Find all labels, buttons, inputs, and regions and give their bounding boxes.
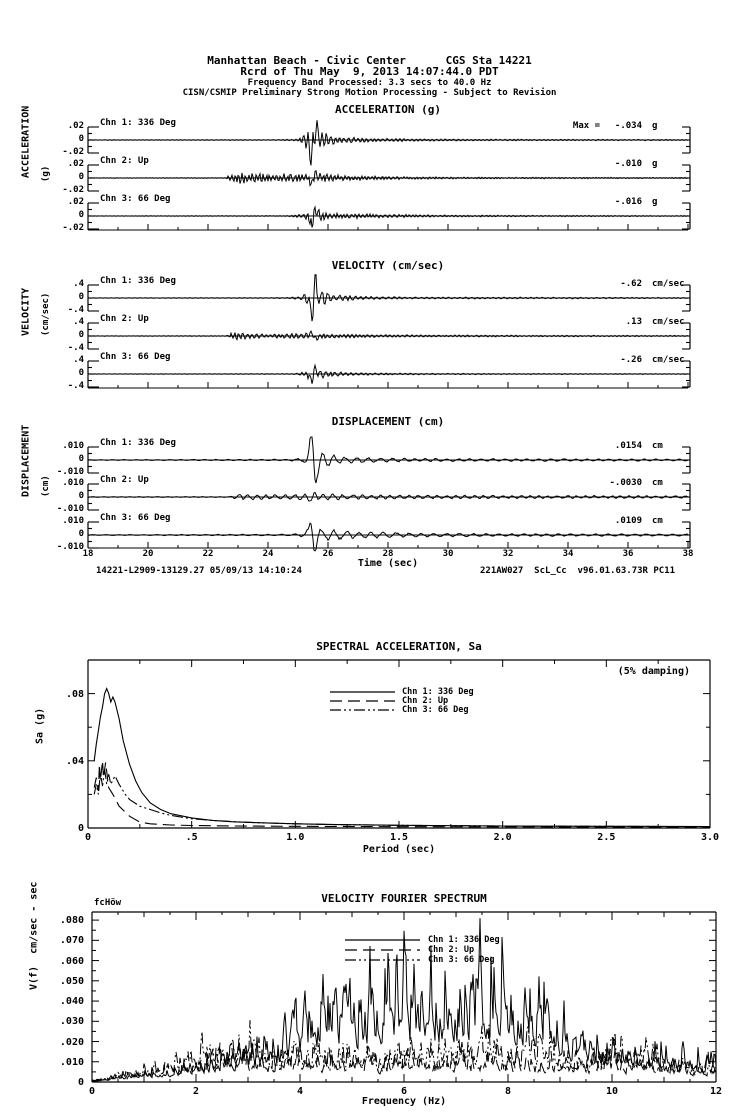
y-scale-label: -.02	[62, 147, 84, 157]
y-tick-label: .070	[59, 935, 84, 947]
damping-note: (5% damping)	[617, 666, 690, 677]
channel-label: Chn 1: 336 Deg	[100, 118, 176, 128]
x-tick-label: 2.0	[493, 832, 512, 843]
y-scale-label: 0	[78, 330, 84, 340]
velocity-section-title: VELOCITY (cm/sec)	[331, 259, 445, 272]
seismic-trace	[88, 171, 688, 186]
max-value: -.034	[614, 121, 642, 131]
fourier-x-axis-label: Frequency (Hz)	[361, 1096, 447, 1107]
max-unit: cm/sec	[652, 279, 685, 289]
x-tick-label: 3.0	[700, 832, 720, 843]
x-tick-label: 0	[88, 1086, 96, 1097]
x-tick-label: 1.5	[389, 832, 409, 843]
x-tick-label: 10	[605, 1086, 619, 1097]
y-tick-label: .080	[59, 915, 84, 927]
max-unit: g	[652, 197, 658, 207]
x-tick-label: 8	[504, 1086, 512, 1097]
y-scale-label: .4	[73, 317, 84, 327]
channel-label: Chn 3: 66 Deg	[100, 513, 171, 523]
channel-label: Chn 2: Up	[100, 475, 149, 485]
y-scale-label: 0	[78, 529, 84, 539]
cisn-strong-motion-report: Manhattan Beach - Civic Center CGS Sta 14221 Rcrd of Thu May 9, 2013 14:07:44.0 PDT Frequency Band Processed: 3.3 secs to 40.0 Hz CISN/CSMIP Preliminary Strong Motion Processing - Subject to Revision ACCELERATION (g) VELOCITY (cm/sec) DISPLACEMENT (cm) ACCELERATION (g) VELOCITY (cm/sec) DISPLACEMENT (cm) Time (sec) 14221-L2909-13129.27 05/09/13 14:10:24 221AW027 ScL_Cc v96.01.63.73R PC11 SPECTRAL ACCELERATION, Sa (5% damping) Sa (g) Period (sec) VELOCITY FOURIER SPECTRUM fcHöw V(f) cm/sec - sec Frequency (Hz) .02 0 -.02 Chn 1: 336 Deg Max = -.034 g .02 0 -.02 Chn 2: Up -.010 g .02 0 -.02 Chn 3: 66 Deg -.016 g .4 0 -.4 Chn 1: 336 Deg -.62 cm/sec .4 0 -.4 Chn 2: Up .13 cm/sec .4 0 -.4 Chn 3: 66 Deg -.26 cm/sec .010 0 -.010 Chn 1: 336 Deg .0154 cm .010 0 -.010 Chn 2: Up -.0030 cm .010 0 -.010 Chn 3: 66 Deg .0109 cm 18 20 22 24 26 28 30 32 34 36 38 0 .04 .08 0 .5 1.0 1.5 2.0 2.5 3.0 Chn 1: 336 Deg Chn 2: Up Chn 3: 66 Deg 0 .010 .020 .030 .040 .050 .060 .070 .080 0 2 4 6 8 10 12 Chn 1: 336 Deg Chn 2: Up Chn 3: 66 Deg	[0, 0, 739, 1115]
y-tick-label: .030	[59, 1016, 84, 1028]
max-unit: g	[652, 121, 658, 131]
y-tick-label: 0	[77, 823, 84, 834]
legend-label: Chn 2: Up	[402, 696, 449, 706]
frequency-band-note: Frequency Band Processed: 3.3 secs to 40.0 Hz	[247, 78, 492, 88]
y-scale-label: -.010	[56, 467, 84, 477]
y-scale-label: .02	[67, 121, 84, 131]
legend-label: Chn 2: Up	[428, 945, 475, 955]
y-tick-label: .04	[65, 755, 84, 767]
y-tick-label: .08	[65, 688, 84, 700]
fourier-chart-title: VELOCITY FOURIER SPECTRUM	[321, 892, 487, 905]
x-tick-label: 22	[202, 549, 214, 559]
x-tick-label: 36	[622, 549, 634, 559]
processing-id-footer: 221AW027 ScL_Cc v96.01.63.73R PC11	[480, 566, 676, 576]
y-scale-label: -.4	[67, 343, 84, 353]
y-scale-label: .010	[62, 516, 84, 526]
acceleration-section-title: ACCELERATION (g)	[335, 103, 441, 116]
x-tick-label: 18	[82, 549, 94, 559]
x-tick-label: 1.0	[286, 832, 305, 843]
channel-label: Chn 1: 336 Deg	[100, 438, 176, 448]
y-scale-label: -.02	[62, 223, 84, 233]
y-tick-label: .040	[59, 996, 84, 1008]
max-value: .13	[625, 317, 642, 327]
x-tick-label: 28	[382, 549, 394, 559]
max-unit: cm	[652, 441, 663, 451]
processing-disclaimer: CISN/CSMIP Preliminary Strong Motion Processing - Subject to Revision	[182, 88, 557, 98]
max-value: -.0030	[609, 478, 642, 488]
y-scale-label: .010	[62, 441, 84, 451]
y-tick-label: .060	[59, 955, 84, 967]
y-scale-label: .02	[67, 159, 84, 169]
max-unit: g	[652, 159, 658, 169]
max-value: -.016	[614, 197, 642, 207]
y-scale-label: 0	[78, 134, 84, 144]
x-tick-label: 6	[400, 1086, 408, 1097]
x-tick-label: 24	[262, 549, 274, 559]
y-tick-label: .020	[59, 1036, 84, 1048]
legend-label: Chn 1: 336 Deg	[402, 687, 474, 697]
channel-label: Chn 3: 66 Deg	[100, 194, 171, 204]
sa-chart-title: SPECTRAL ACCELERATION, Sa	[316, 640, 482, 653]
max-value: .0109	[614, 516, 642, 526]
max-value: -.62	[620, 279, 642, 289]
legend-label: Chn 1: 336 Deg	[428, 935, 500, 945]
x-tick-label: .5	[185, 832, 198, 843]
y-scale-label: .010	[62, 478, 84, 488]
max-prefix: Max =	[572, 121, 600, 131]
y-scale-label: .02	[67, 197, 84, 207]
legend-label: Chn 3: 66 Deg	[428, 955, 495, 965]
x-tick-label: 20	[142, 549, 154, 559]
y-scale-label: 0	[78, 172, 84, 182]
max-value: .0154	[614, 441, 642, 451]
y-scale-label: -.010	[56, 542, 84, 552]
y-scale-label: .4	[73, 279, 84, 289]
displacement-section-title: DISPLACEMENT (cm)	[331, 415, 445, 428]
channel-label: Chn 3: 66 Deg	[100, 352, 171, 362]
max-unit: cm	[652, 516, 663, 526]
x-tick-label: 2	[192, 1086, 200, 1097]
time-axis-label: Time (sec)	[357, 558, 419, 569]
y-tick-label: .050	[59, 975, 84, 987]
channel-label: Chn 2: Up	[100, 314, 149, 324]
x-tick-label: 12	[709, 1086, 723, 1097]
y-scale-label: -.4	[67, 381, 84, 391]
channel-label: Chn 1: 336 Deg	[100, 276, 176, 286]
sa-x-axis-label: Period (sec)	[362, 844, 436, 855]
sa-curve	[94, 769, 710, 827]
y-scale-label: 0	[78, 292, 84, 302]
legend-label: Chn 3: 66 Deg	[402, 705, 469, 715]
report-title: Manhattan Beach - Civic Center CGS Sta 14221	[207, 54, 532, 67]
y-scale-label: 0	[78, 368, 84, 378]
y-scale-label: -.010	[56, 504, 84, 514]
max-unit: cm	[652, 478, 663, 488]
y-scale-label: -.02	[62, 185, 84, 195]
y-scale-label: 0	[78, 491, 84, 501]
max-unit: cm/sec	[652, 317, 685, 327]
filter-corner-label: fcHöw	[94, 898, 122, 908]
y-tick-label: .010	[59, 1056, 84, 1068]
y-scale-label: -.4	[67, 305, 84, 315]
max-unit: cm/sec	[652, 355, 685, 365]
seismic-trace	[88, 365, 688, 383]
y-tick-label: 0	[77, 1077, 84, 1088]
fourier-trace	[92, 1020, 716, 1081]
max-value: -.010	[614, 159, 642, 169]
x-tick-label: 34	[562, 549, 574, 559]
y-scale-label: .4	[73, 355, 84, 365]
record-id-footer: 14221-L2909-13129.27 05/09/13 14:10:24	[96, 566, 302, 576]
x-tick-label: 0	[84, 832, 92, 843]
record-datetime: Rcrd of Thu May 9, 2013 14:07:44.0 PDT	[240, 65, 499, 78]
x-tick-label: 38	[682, 549, 694, 559]
x-tick-label: 32	[502, 549, 514, 559]
x-tick-label: 26	[322, 549, 334, 559]
x-tick-label: 30	[442, 549, 454, 559]
y-scale-label: 0	[78, 454, 84, 464]
x-tick-label: 4	[296, 1086, 304, 1097]
x-tick-label: 2.5	[597, 832, 616, 843]
channel-label: Chn 2: Up	[100, 156, 149, 166]
fourier-trace	[92, 918, 716, 1081]
y-scale-label: 0	[78, 210, 84, 220]
max-value: -.26	[620, 355, 642, 365]
